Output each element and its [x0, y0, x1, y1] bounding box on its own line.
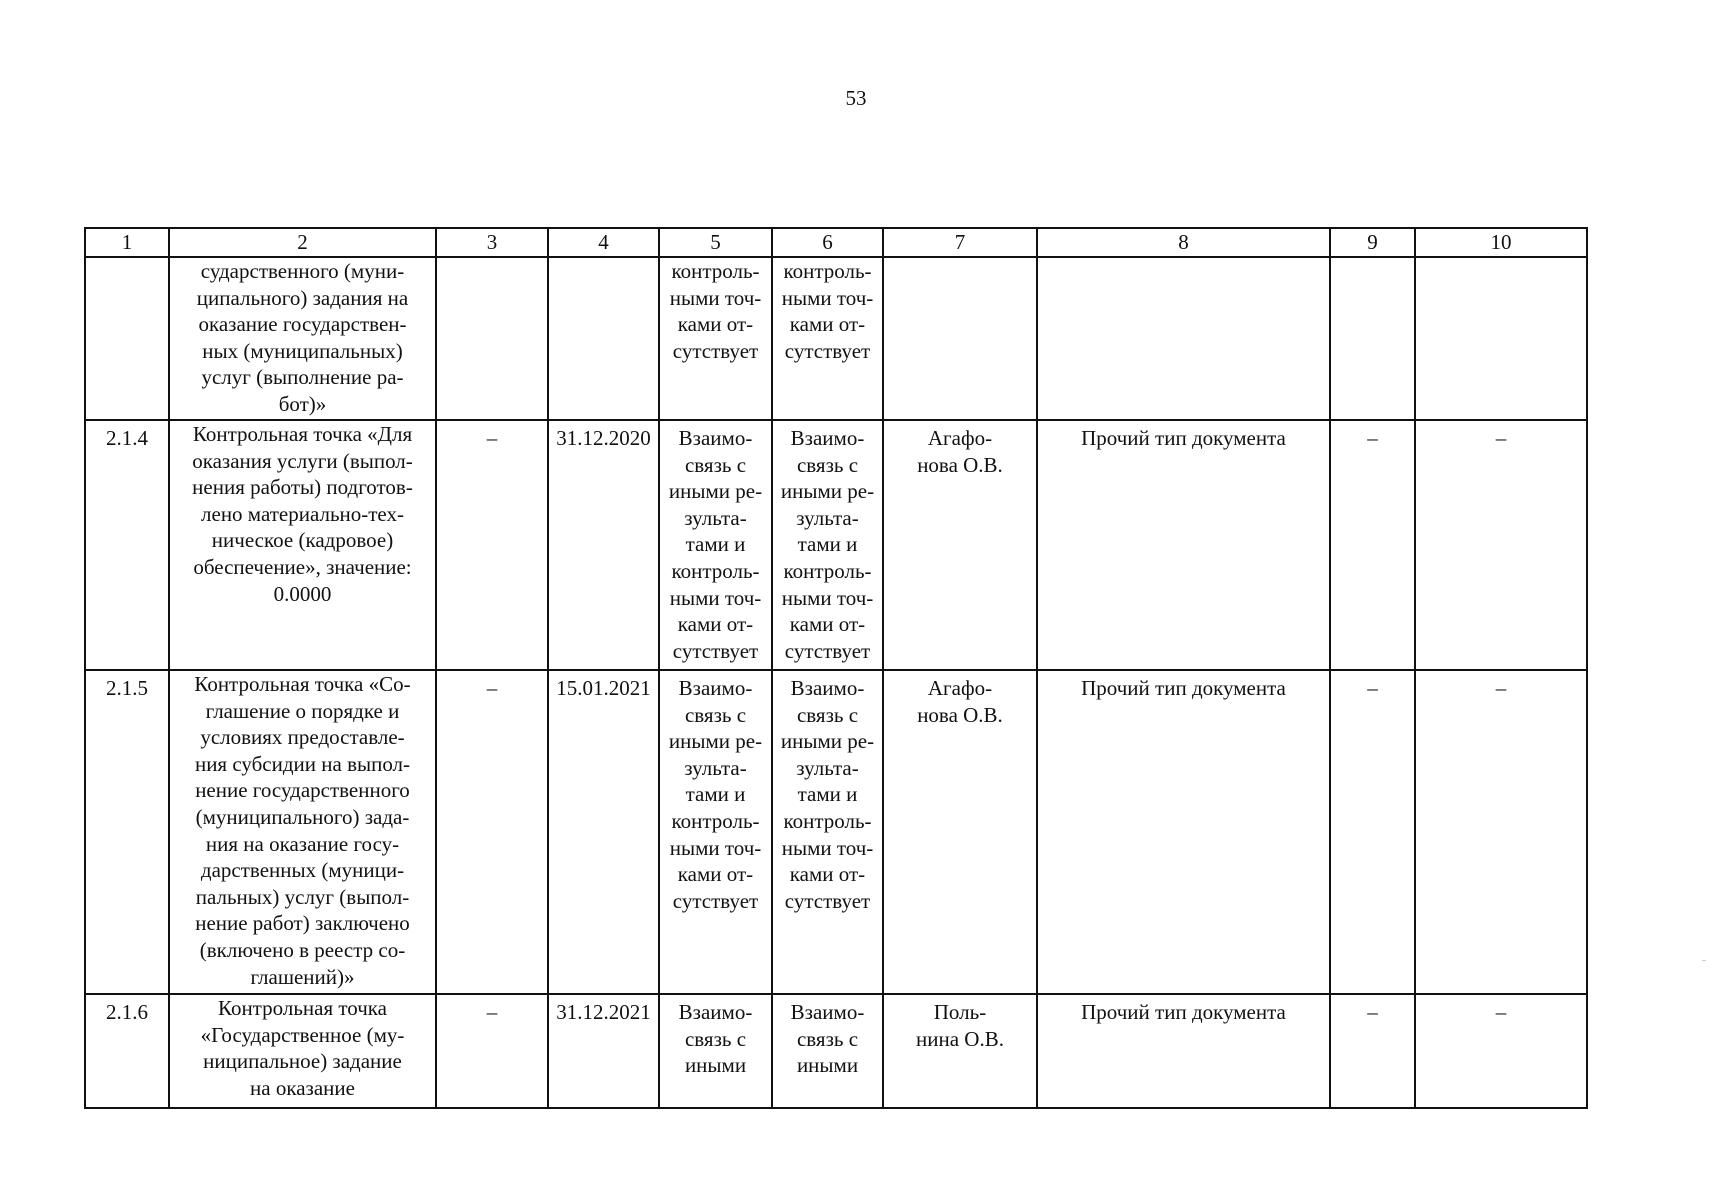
row-responsible: Агафо- нова О.В.	[883, 670, 1037, 994]
row-relation-5: контроль- ными точ- ками от- сутствует	[659, 257, 772, 420]
row-col10: –	[1415, 994, 1587, 1108]
page-number: 53	[845, 86, 867, 110]
row-col10: –	[1415, 670, 1587, 994]
row-description: сударственного (муни- ципального) задания на оказание государствен- ных (муниципальных) услуг (выполнение ра- бот)»	[169, 257, 436, 420]
row-description: Контрольная точка «Для оказания услуги (выпол- нения работы) подготов- лено материально-тех- ническое (кадровое) обеспечение», значение: 0.0000	[169, 420, 436, 670]
column-header-6: 6	[772, 228, 883, 257]
row-document-type: Прочий тип документа	[1037, 994, 1330, 1108]
row-col10	[1415, 257, 1587, 420]
row-number: 2.1.6	[85, 994, 169, 1108]
row-date: 15.01.2021	[548, 670, 659, 994]
row-responsible: Поль- нина О.В.	[883, 994, 1037, 1108]
column-header-2: 2	[169, 228, 436, 257]
row-col9	[1330, 257, 1415, 420]
row-col3: –	[436, 670, 548, 994]
row-relation-6: Взаимо- связь с иными ре- зульта- тами и контроль- ными точ- ками от- сутствует	[772, 420, 883, 670]
row-description: Контрольная точка «Со- глашение о порядке и условиях предоставле- ния субсидии на выпол- нение государственного (муниципального) зада- ния на оказание госу- дарственных (муници- пальных) услуг (выпол- нение работ) заключено (включено в реестр со- глашений)»	[169, 670, 436, 994]
column-header-4: 4	[548, 228, 659, 257]
column-header-8: 8	[1037, 228, 1330, 257]
row-relation-6: контроль- ными точ- ками от- сутствует	[772, 257, 883, 420]
row-responsible: Агафо- нова О.В.	[883, 420, 1037, 670]
column-header-7: 7	[883, 228, 1037, 257]
table-row-2-1-4	[85, 420, 1587, 670]
row-relation-5: Взаимо- связь с иными ре- зульта- тами и контроль- ными точ- ками от- сутствует	[659, 420, 772, 670]
row-number: 2.1.4	[85, 420, 169, 670]
row-col9: –	[1330, 670, 1415, 994]
row-document-type: Прочий тип документа	[1037, 670, 1330, 994]
column-header-5: 5	[659, 228, 772, 257]
row-document-type: Прочий тип документа	[1037, 420, 1330, 670]
table-row-2-1-5	[85, 670, 1587, 994]
row-date: 31.12.2021	[548, 994, 659, 1108]
row-date: 31.12.2020	[548, 420, 659, 670]
row-col9: –	[1330, 994, 1415, 1108]
column-header-1: 1	[85, 228, 169, 257]
row-number: 2.1.5	[85, 670, 169, 994]
control-points-table	[84, 227, 1588, 1109]
row-relation-6: Взаимо- связь с иными	[772, 994, 883, 1108]
row-relation-6: Взаимо- связь с иными ре- зульта- тами и контроль- ными точ- ками от- сутствует	[772, 670, 883, 994]
table-row-2-1-6	[85, 994, 1587, 1108]
row-relation-5: Взаимо- связь с иными	[659, 994, 772, 1108]
column-header-10: 10	[1415, 228, 1587, 257]
column-number-header-row	[85, 228, 1587, 257]
row-col9: –	[1330, 420, 1415, 670]
row-number	[85, 257, 169, 420]
row-col10: –	[1415, 420, 1587, 670]
row-col3	[436, 257, 548, 420]
row-relation-5: Взаимо- связь с иными ре- зульта- тами и контроль- ными точ- ками от- сутствует	[659, 670, 772, 994]
row-col3: –	[436, 994, 548, 1108]
table-row-continuation	[85, 257, 1587, 420]
row-document-type	[1037, 257, 1330, 420]
row-responsible	[883, 257, 1037, 420]
column-header-9: 9	[1330, 228, 1415, 257]
scan-margin-mark	[1702, 960, 1706, 961]
column-header-3: 3	[436, 228, 548, 257]
row-description: Контрольная точка «Государственное (му- ниципальное) задание на оказание	[169, 994, 436, 1108]
row-col3: –	[436, 420, 548, 670]
row-date	[548, 257, 659, 420]
